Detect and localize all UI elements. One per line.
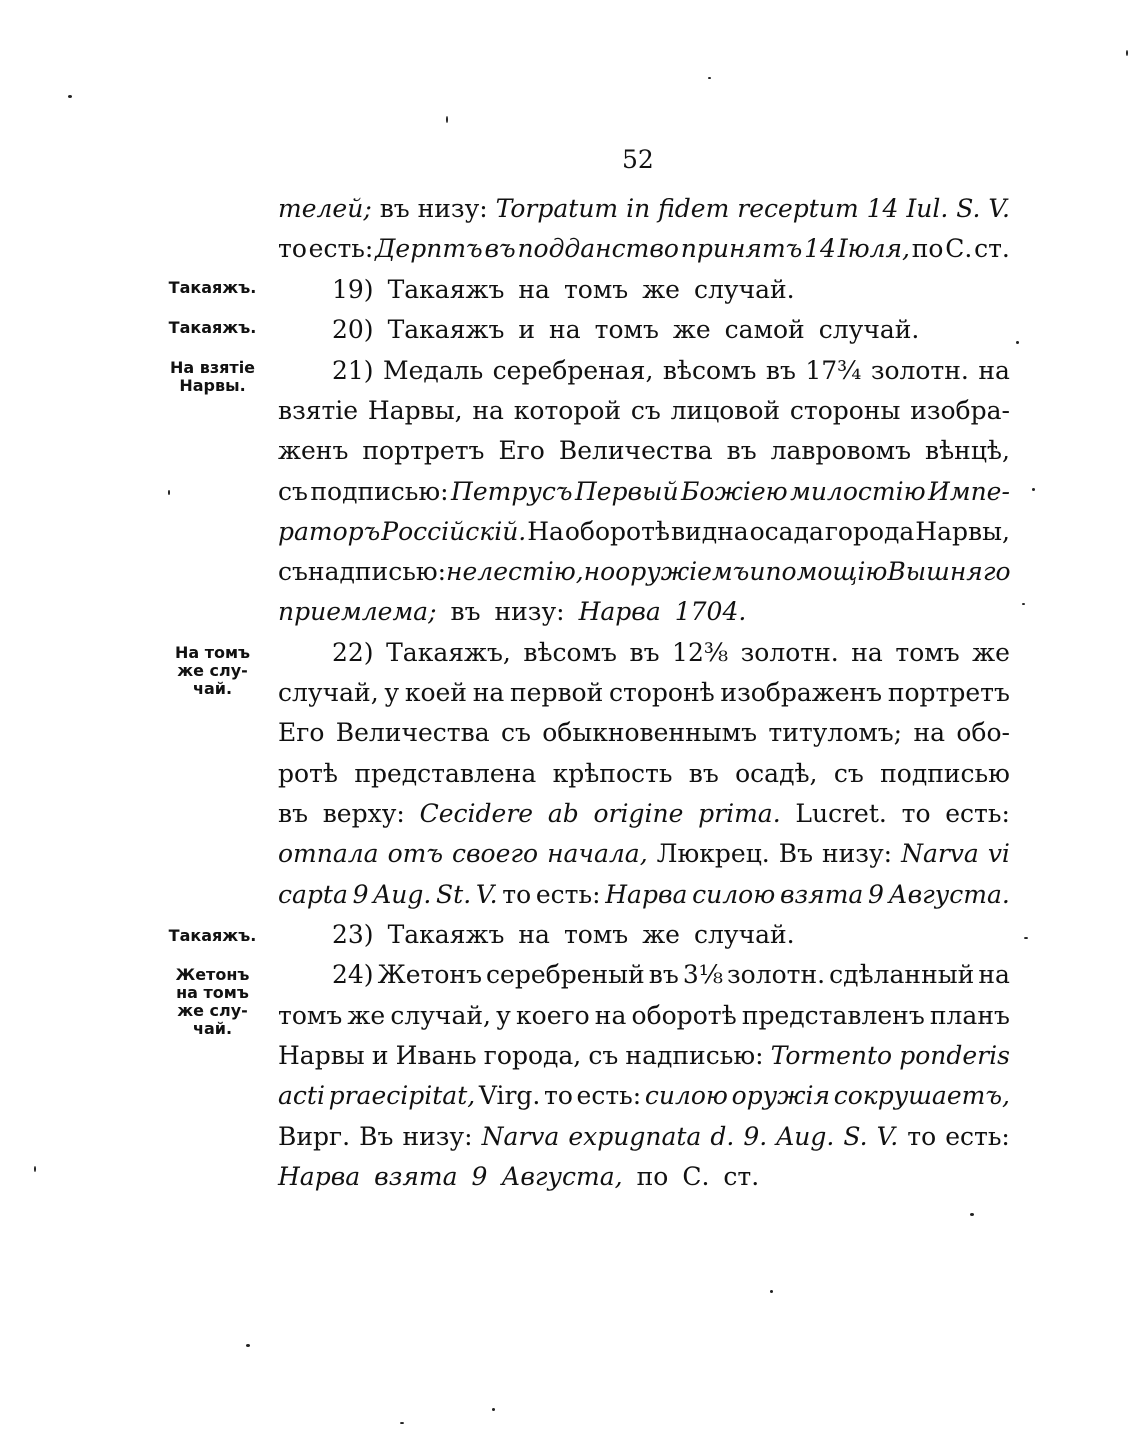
margin-note-22 [150,644,275,698]
word: Величества [335,718,490,747]
word: по [636,1162,669,1191]
word: подданство [517,234,679,263]
word: есть: [945,799,1010,828]
word: золотн. [740,638,839,667]
word: по [911,234,944,263]
word: Россійскій. [381,517,527,546]
word: Iul. [906,194,949,223]
word: vi [987,839,1010,868]
word: золотн. [727,960,826,989]
word: prima. [698,799,781,828]
word: силою [644,1081,728,1110]
scan-speck [970,1213,974,1216]
text-line [278,875,1010,915]
word: случай, [390,1001,491,1030]
margin-note-line: чай. [192,1019,233,1038]
word: города, [483,1041,582,1070]
word: подписью: [310,477,449,506]
text-line [278,996,1010,1036]
word: на [594,1001,627,1030]
text-line [278,512,1010,552]
word: на [518,920,550,949]
word: же [972,638,1010,667]
word: портретъ [887,678,1010,707]
text-line [278,1076,1010,1116]
word: origine [593,799,684,828]
word: представленъ [741,1001,925,1030]
word: которой [513,396,622,425]
word: С. [945,234,973,263]
word: 9 [471,1162,488,1191]
word: планъ [929,1001,1010,1030]
scan-speck [492,1408,495,1411]
margin-note-line: же слу- [177,1001,248,1020]
word: Нарва [278,1162,361,1191]
word: 9 [352,880,369,909]
word: и [518,315,536,344]
word: Aug. [373,880,432,909]
word: Narva [481,1122,560,1151]
word: оборотѣ [564,517,670,546]
word: съ [278,477,308,506]
scan-speck [446,116,448,123]
word: Въ [778,839,813,868]
word: Жетонъ [377,960,482,989]
text-line [278,1036,1010,1076]
text-line [278,229,1010,269]
word: оружіемъ [615,557,750,586]
word: изобра- [910,396,1010,425]
word: титуломъ; [768,718,903,747]
word: осадѣ, [735,759,818,788]
word: 14 [866,194,899,223]
word: Такаяжъ [387,920,505,949]
word: Такаяжъ [387,275,505,304]
scan-speck [68,95,72,98]
word: лавровомъ [770,436,912,465]
word: вѣнцѣ, [925,436,1010,465]
word: случай. [818,315,920,344]
word: раторъ [278,517,381,546]
word: изображенъ [720,678,883,707]
word: томъ [594,315,659,344]
word: есть: [576,1081,642,1110]
word: случай, [278,678,379,707]
scan-speck [1016,341,1019,344]
word: receptum [737,194,859,223]
text-line [278,915,795,955]
word: въ [450,597,481,626]
scan-speck [1024,937,1028,939]
word: у [384,678,400,707]
word: отпала [278,839,379,868]
word: крѣпость [552,759,673,788]
margin-note-line: же слу- [177,661,248,680]
margin-note-line: чай. [192,679,233,698]
word: Августа, [501,1162,623,1191]
word: подписью [880,759,1010,788]
word: сдѣланный [829,960,975,989]
scan-speck [770,1290,773,1293]
word: телей; [278,194,372,223]
text-line [278,270,795,310]
word: осада [749,517,824,546]
word: низу: [417,194,488,223]
word: praecipitat, [328,1081,476,1110]
word: Torpatum [495,194,619,223]
scan-speck [1032,488,1035,491]
word: Такаяжъ, [386,638,511,667]
word: взята [779,880,864,909]
text-line [278,673,1010,713]
word: на [518,275,550,304]
word: на [549,315,581,344]
word: есть: [535,880,601,909]
word: S. [956,194,981,223]
scan-speck [708,77,711,79]
word: Величества [558,436,713,465]
word: портретъ [362,436,485,465]
word: Его [498,436,545,465]
text-line [332,955,1010,995]
word: низу: [821,839,893,868]
word: ab [547,799,579,828]
word: Нарвы, [367,396,463,425]
margin-note-line: на томъ [176,983,249,1002]
word: 3⅛ [682,960,723,989]
word: томъ [895,638,960,667]
word: стороны [789,396,901,425]
word: золотн. [870,356,969,385]
word: Люкрец. [656,839,770,868]
word: 1704. [674,597,747,626]
word: 19) [332,275,374,304]
word: На [527,517,564,546]
scan-speck [34,1166,36,1172]
word: acti [278,1081,325,1110]
word: 9. [743,1122,768,1151]
word: представлена [354,759,537,788]
word: V. [988,194,1010,223]
word: въ [688,759,719,788]
text-line [278,310,919,350]
word: есть: [308,234,374,263]
word: же [347,1001,386,1030]
word: своего [451,839,539,868]
word: ponderis [899,1041,1010,1070]
word: на [913,718,946,747]
word: въ [726,436,757,465]
word: первой [510,678,604,707]
word: 14 [804,234,836,263]
word: на [472,678,505,707]
word: съ [500,718,531,747]
word: силою [692,880,776,909]
word: у [496,1001,511,1030]
word: вѣсомъ [662,356,757,385]
word: взята [374,1162,458,1191]
word: S. [843,1122,868,1151]
word: низу: [402,1122,473,1151]
word: въ [648,960,679,989]
word: 17¾ [805,356,862,385]
text-line [332,351,1010,391]
word: вѣсомъ [523,638,617,667]
word: Нарвы, [915,517,1010,546]
word: но [583,557,616,586]
word: низу: [494,597,565,626]
word: V. [475,880,498,909]
text-line [278,834,1010,874]
text-line [278,431,1010,471]
word: коей [404,678,467,707]
word: Narva [901,839,979,868]
word: надписью: [307,557,447,586]
word: ст. [974,234,1010,263]
word: Такаяжъ [387,315,505,344]
word: Дерптъ [375,234,483,263]
word: же [642,275,680,304]
word: съ [588,1041,619,1070]
text-line [278,592,746,632]
word: въ [629,638,660,667]
word: томъ [563,920,629,949]
page-number: 52 [622,145,654,174]
word: Virg. [478,1081,541,1110]
margin-note-line: На взятіе [169,358,256,377]
margin-note-20: Такаяжъ. [168,318,257,337]
text-line [278,552,1010,592]
text-line [278,472,1010,512]
word: случай. [693,920,795,949]
word: взятіе [278,396,359,425]
word: 12⅜ [672,638,729,667]
word: на [851,638,883,667]
word: 21) [332,356,374,385]
scan-speck [1022,603,1025,605]
word: то [502,880,532,909]
word: С. [682,1162,710,1191]
word: 9 [868,880,884,909]
word: надписью: [625,1041,764,1070]
word: видна [670,517,749,546]
word: capta [278,880,348,909]
word: отъ [387,839,443,868]
word: принятъ [680,234,803,263]
word: St. [436,880,472,909]
word: съ [278,557,308,586]
word: въ [278,799,308,828]
word: Божіею [681,477,788,506]
word: города [824,517,915,546]
margin-note-24 [150,966,275,1038]
text-line [278,391,1010,431]
scan-speck [246,1344,250,1347]
scan-speck [168,490,170,495]
word: то [901,799,931,828]
word: то [278,234,307,263]
word: Импе- [928,477,1010,506]
word: 20) [332,315,374,344]
word: начала, [547,839,648,868]
word: ст. [723,1162,760,1191]
margin-note-line: Нарвы. [179,376,246,395]
word: in [626,194,651,223]
word: Августа. [888,880,1010,909]
word: оружія [731,1081,831,1110]
word: серебреная, [492,356,654,385]
word: Aug. [776,1122,835,1151]
word: и [749,557,766,586]
word: на [472,396,504,425]
word: серебреный [486,960,645,989]
word: въ [765,356,796,385]
word: 22) [332,638,374,667]
word: лицовой [670,396,781,425]
margin-note-19: Такаяжъ. [168,278,257,297]
word: 23) [332,920,374,949]
word: Cecidere [419,799,534,828]
text-line [278,754,1010,794]
word: приемлема; [278,597,437,626]
word: на [978,356,1010,385]
scan-speck [400,1422,404,1424]
text-line [332,633,1010,673]
text-line [278,1117,1010,1157]
word: на [978,960,1010,989]
word: въ [379,194,410,223]
text-line [278,794,1010,834]
word: Вышняго [887,557,1011,586]
word: же [672,315,711,344]
word: то [544,1081,573,1110]
word: expugnata [568,1122,702,1151]
word: же [642,920,680,949]
word: милостію [790,477,926,506]
word: fidem [658,194,730,223]
text-line [278,189,1010,229]
word: Въ [359,1122,394,1151]
margin-note-line: На томъ [174,643,251,662]
margin-note-21 [150,359,275,395]
word: Нарва [605,880,688,909]
word: помощію [765,557,888,586]
margin-note-line: Жетонъ [175,965,250,984]
word: томъ [278,1001,343,1030]
word: Іюля, [837,234,910,263]
word: верху: [322,799,405,828]
word: съ [833,759,864,788]
word: Нарва [578,597,661,626]
word: оборотѣ [631,1001,737,1030]
word: Первый [574,477,679,506]
word: Петрусъ [451,477,573,506]
word: Tormento [770,1041,893,1070]
word: сторонѣ [609,678,715,707]
word: ротѣ [278,759,338,788]
word: въ [484,234,516,263]
word: есть: [945,1122,1010,1151]
word: Его [278,718,325,747]
word: V. [876,1122,899,1151]
word: томъ [563,275,629,304]
text-line [278,1157,759,1197]
word: 24) [332,960,374,989]
text-line [278,713,1010,753]
word: обо- [956,718,1010,747]
word: Ивань [395,1041,477,1070]
word: женъ [278,436,349,465]
word: самой [724,315,805,344]
word: Нарвы [278,1041,365,1070]
word: Медаль [383,356,484,385]
word: и [371,1041,389,1070]
word: коего [516,1001,590,1030]
word: обыкновеннымъ [542,718,758,747]
word: сокрушаетъ, [833,1081,1010,1110]
scan-speck [1126,50,1128,56]
word: то [907,1122,937,1151]
word: случай. [693,275,795,304]
word: d. [710,1122,735,1151]
word: не [446,557,478,586]
word: лестію, [477,557,584,586]
word: Lucret. [795,799,887,828]
word: Вирг. [278,1122,351,1151]
word: съ [630,396,661,425]
margin-note-23: Такаяжъ. [168,926,257,945]
